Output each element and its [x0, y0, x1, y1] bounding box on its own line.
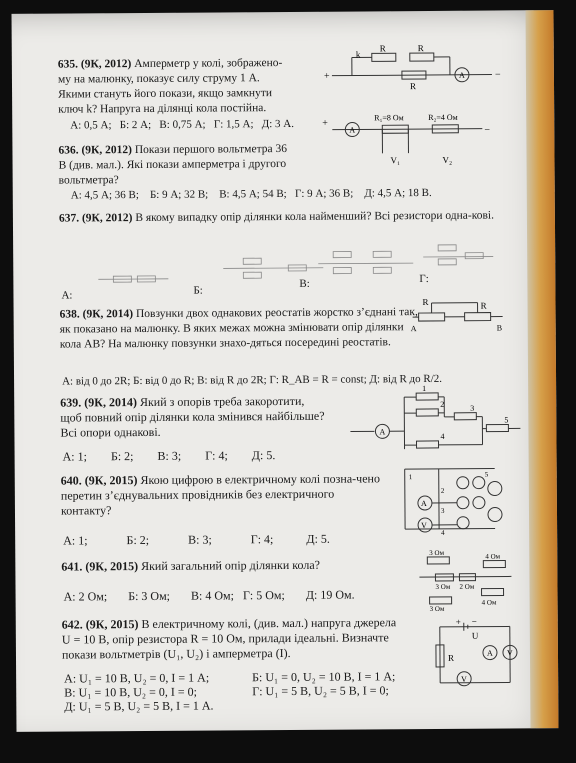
answer-a: А: 4,5 А; 36 В;	[70, 189, 139, 202]
problem-641-answers	[64, 588, 355, 605]
fig-n2: 2	[440, 399, 445, 409]
answer-b: Б: 2 А;	[119, 118, 152, 132]
problem-642-text: В електричному колі, (див. мал.) напруга джерела U = 10 В, опір резистора R = 10 Ом, прилади ідеальні. Визначте покази вольтметрів (U₁, U₂) і амперметра (I).	[61, 615, 397, 662]
answer-d: Д: U₁ = 5 В, U₂ = 5 В, I = 1 А.	[64, 698, 214, 714]
fig-minus: −	[484, 124, 491, 136]
answer-g: Г: 1,5 А;	[213, 118, 254, 131]
circuit-636	[312, 110, 502, 171]
answer-a: А: U₁ = 10 В, U₂ = 0, I = 1 А;	[64, 670, 210, 686]
option-g-label: Г:	[419, 272, 429, 286]
problem-636-head: 636. (9К, 2012)	[58, 144, 132, 157]
problem-641-text: Який загальний опір ділянки кола?	[141, 557, 321, 574]
problem-639-text: Який з опорів треба закоротити, щоб повний опір ділянки кола змінився найбільше? Всі опори однакові.	[60, 393, 325, 440]
fig-n4: 4	[440, 431, 445, 441]
answer-g: Г: 4;	[205, 448, 228, 463]
answer-v: В: 0,75 А;	[159, 118, 206, 131]
answer-v: В: U₁ = 10 В, U₂ = 0, I = 0;	[64, 684, 197, 700]
problem-638-text: Повзунки двох однакових реостатів жорстко з’єднані так, як показано на малюнку. В яких межах можна змінювати опір ділянки кола AB? На малюнку повзунки знахо-дяться посередині реостатів.	[59, 306, 418, 351]
answer-g: Г: 5 Ом;	[242, 588, 285, 603]
fig-minus: −	[494, 69, 501, 81]
fig-r3: R	[409, 81, 417, 92]
fig-ammeter: A	[379, 427, 386, 437]
problem-635-head: 635. (9К, 2012)	[57, 58, 132, 71]
answer-d: Д: 4,5 А; 18 В.	[364, 186, 432, 200]
answer-b: Б: U₁ = 0, U₂ = 10 В, I = 1 А;	[252, 669, 396, 685]
circuit-640	[399, 462, 510, 539]
answer-g: Г: 4;	[250, 532, 274, 547]
fig-r-bottom: 3 Ом	[429, 604, 445, 613]
fig-r2: R	[417, 43, 424, 54]
problem-635-text: Амперметр у колі, зображено-му на малюнку, показує силу струму 1 А. Якими стануть його покази, якщо замкнути ключ k? Напруга на ділянці кола постійна.	[57, 57, 283, 116]
answer-a: А: 2 Ом;	[63, 589, 108, 604]
fig-r4-top: 4 Ом	[485, 552, 501, 561]
fig-n2: 2	[440, 486, 445, 495]
problem-636	[58, 142, 294, 189]
answer-b: Б: 3 Ом;	[128, 588, 171, 604]
answer-d: Д: 5.	[306, 531, 330, 546]
fig-r-mid: 3 Ом	[435, 582, 451, 591]
fig-plus: +	[323, 70, 330, 82]
answer-v: В: 4,5 А; 54 В;	[219, 187, 287, 201]
problem-642-head: 642. (9К, 2015)	[61, 617, 139, 632]
problem-636-text: Покази першого вольтметра 36 В (див. мал.). Які покази амперметра і другого вольтметра?	[58, 142, 287, 187]
fig-k: k	[355, 49, 361, 60]
circuit-641	[415, 546, 515, 611]
fig-n1: 1	[408, 473, 413, 482]
fig-ammeter: A	[458, 70, 465, 80]
fig-r: R	[447, 652, 455, 663]
answer-g: Г: U₁ = 5 В, U₂ = 5 В, I = 0;	[252, 683, 389, 699]
problem-639-head: 639. (9К, 2014)	[60, 395, 137, 410]
problem-639	[60, 394, 326, 441]
problem-642	[62, 615, 408, 662]
answer-a: А: 0,5 А;	[70, 119, 112, 132]
fig-ammeter: A	[349, 125, 356, 135]
fig-minus: −	[471, 616, 477, 627]
answer-b: Б: 9 А; 32 В;	[149, 188, 209, 201]
problem-640-answers	[63, 532, 330, 549]
fig-b: B	[496, 323, 503, 333]
answer-d: Д: 19 Ом.	[305, 587, 355, 602]
problem-635-answers	[70, 118, 294, 132]
problem-638-head: 638. (9К, 2014)	[59, 308, 134, 321]
fig-plus: +	[455, 616, 461, 627]
book-spine	[525, 10, 558, 728]
fig-v1: V₁	[390, 155, 401, 166]
fig-n5: 5	[484, 470, 489, 479]
fig-v2: V₂	[442, 154, 453, 165]
answer-b: Б: від 0 до R;	[133, 374, 195, 388]
fig-ammeter: A	[420, 499, 427, 509]
answer-g: Г: 9 А; 36 В;	[294, 187, 354, 200]
problem-638	[60, 305, 426, 353]
circuit-638	[408, 294, 508, 341]
fig-n5: 5	[504, 415, 509, 425]
circuit-635	[312, 44, 512, 105]
problem-637-text: В якому випадку опір ділянки кола найменший? Всі резистори одна-кові.	[135, 209, 494, 225]
fig-r2: R	[480, 300, 487, 311]
answer-a: А: 1;	[63, 533, 88, 548]
problem-640	[61, 471, 387, 518]
fig-r-top: 3 Ом	[429, 548, 445, 557]
answer-b: Б: 2;	[126, 532, 150, 548]
fig-a: A	[410, 324, 417, 334]
fig-n1: 1	[422, 384, 427, 394]
problem-640-head: 640. (9К, 2015)	[60, 473, 138, 488]
circuit-637	[73, 237, 493, 300]
answer-a: А: 1;	[62, 449, 87, 464]
option-v-label: В:	[299, 277, 310, 290]
fig-r1: R₁=8 Ом	[374, 113, 404, 123]
fig-voltmeter-1: V	[461, 674, 467, 684]
answer-g: Г: R_AB = R = const;	[269, 373, 367, 387]
fig-n4: 4	[441, 528, 445, 537]
fig-r2: 2 Ом	[459, 582, 475, 591]
fig-r1: R	[379, 43, 386, 54]
answer-d: Д: від R до R/2.	[369, 372, 443, 386]
answer-b: Б: 2;	[110, 449, 134, 464]
textbook-page	[12, 10, 559, 732]
fig-voltmeter-2: V	[506, 648, 513, 658]
fig-n3: 3	[440, 506, 445, 515]
answer-v: В: 3;	[188, 532, 212, 547]
circuit-639	[344, 386, 525, 465]
problem-636-answers	[71, 187, 432, 202]
answer-a: А: від 0 до 2R;	[62, 375, 131, 388]
fig-r2: R₂=4 Ом	[428, 112, 458, 122]
answer-d: Д: 5.	[251, 448, 276, 463]
fig-u: U	[471, 630, 479, 641]
option-a-label: А:	[61, 289, 73, 302]
fig-plus: +	[322, 117, 328, 129]
answer-d: Д: 3 А.	[261, 117, 295, 131]
fig-r1: R	[422, 296, 429, 308]
fig-ammeter: A	[486, 648, 493, 658]
problem-638-answers	[62, 373, 442, 388]
problem-641-head: 641. (9К, 2015)	[61, 559, 139, 574]
answer-v: В: від R до 2R;	[197, 374, 267, 387]
circuit-642	[420, 616, 521, 697]
problem-637	[59, 208, 515, 226]
problem-637-head: 637. (9К, 2012)	[58, 212, 133, 225]
problem-639-answers	[63, 448, 276, 464]
problem-640-text: Якою цифрою в електричному колі позна-чено перетин з’єднувальних провідників без електричного контакту?	[60, 471, 380, 518]
fig-n3: 3	[470, 403, 475, 413]
answer-v: В: 3;	[157, 448, 182, 463]
fig-voltmeter: V	[421, 521, 427, 531]
problem-635	[58, 56, 294, 118]
option-b-label: Б:	[193, 284, 203, 297]
fig-r4-bottom: 4 Ом	[481, 598, 497, 607]
answer-v: В: 4 Ом;	[190, 588, 234, 603]
